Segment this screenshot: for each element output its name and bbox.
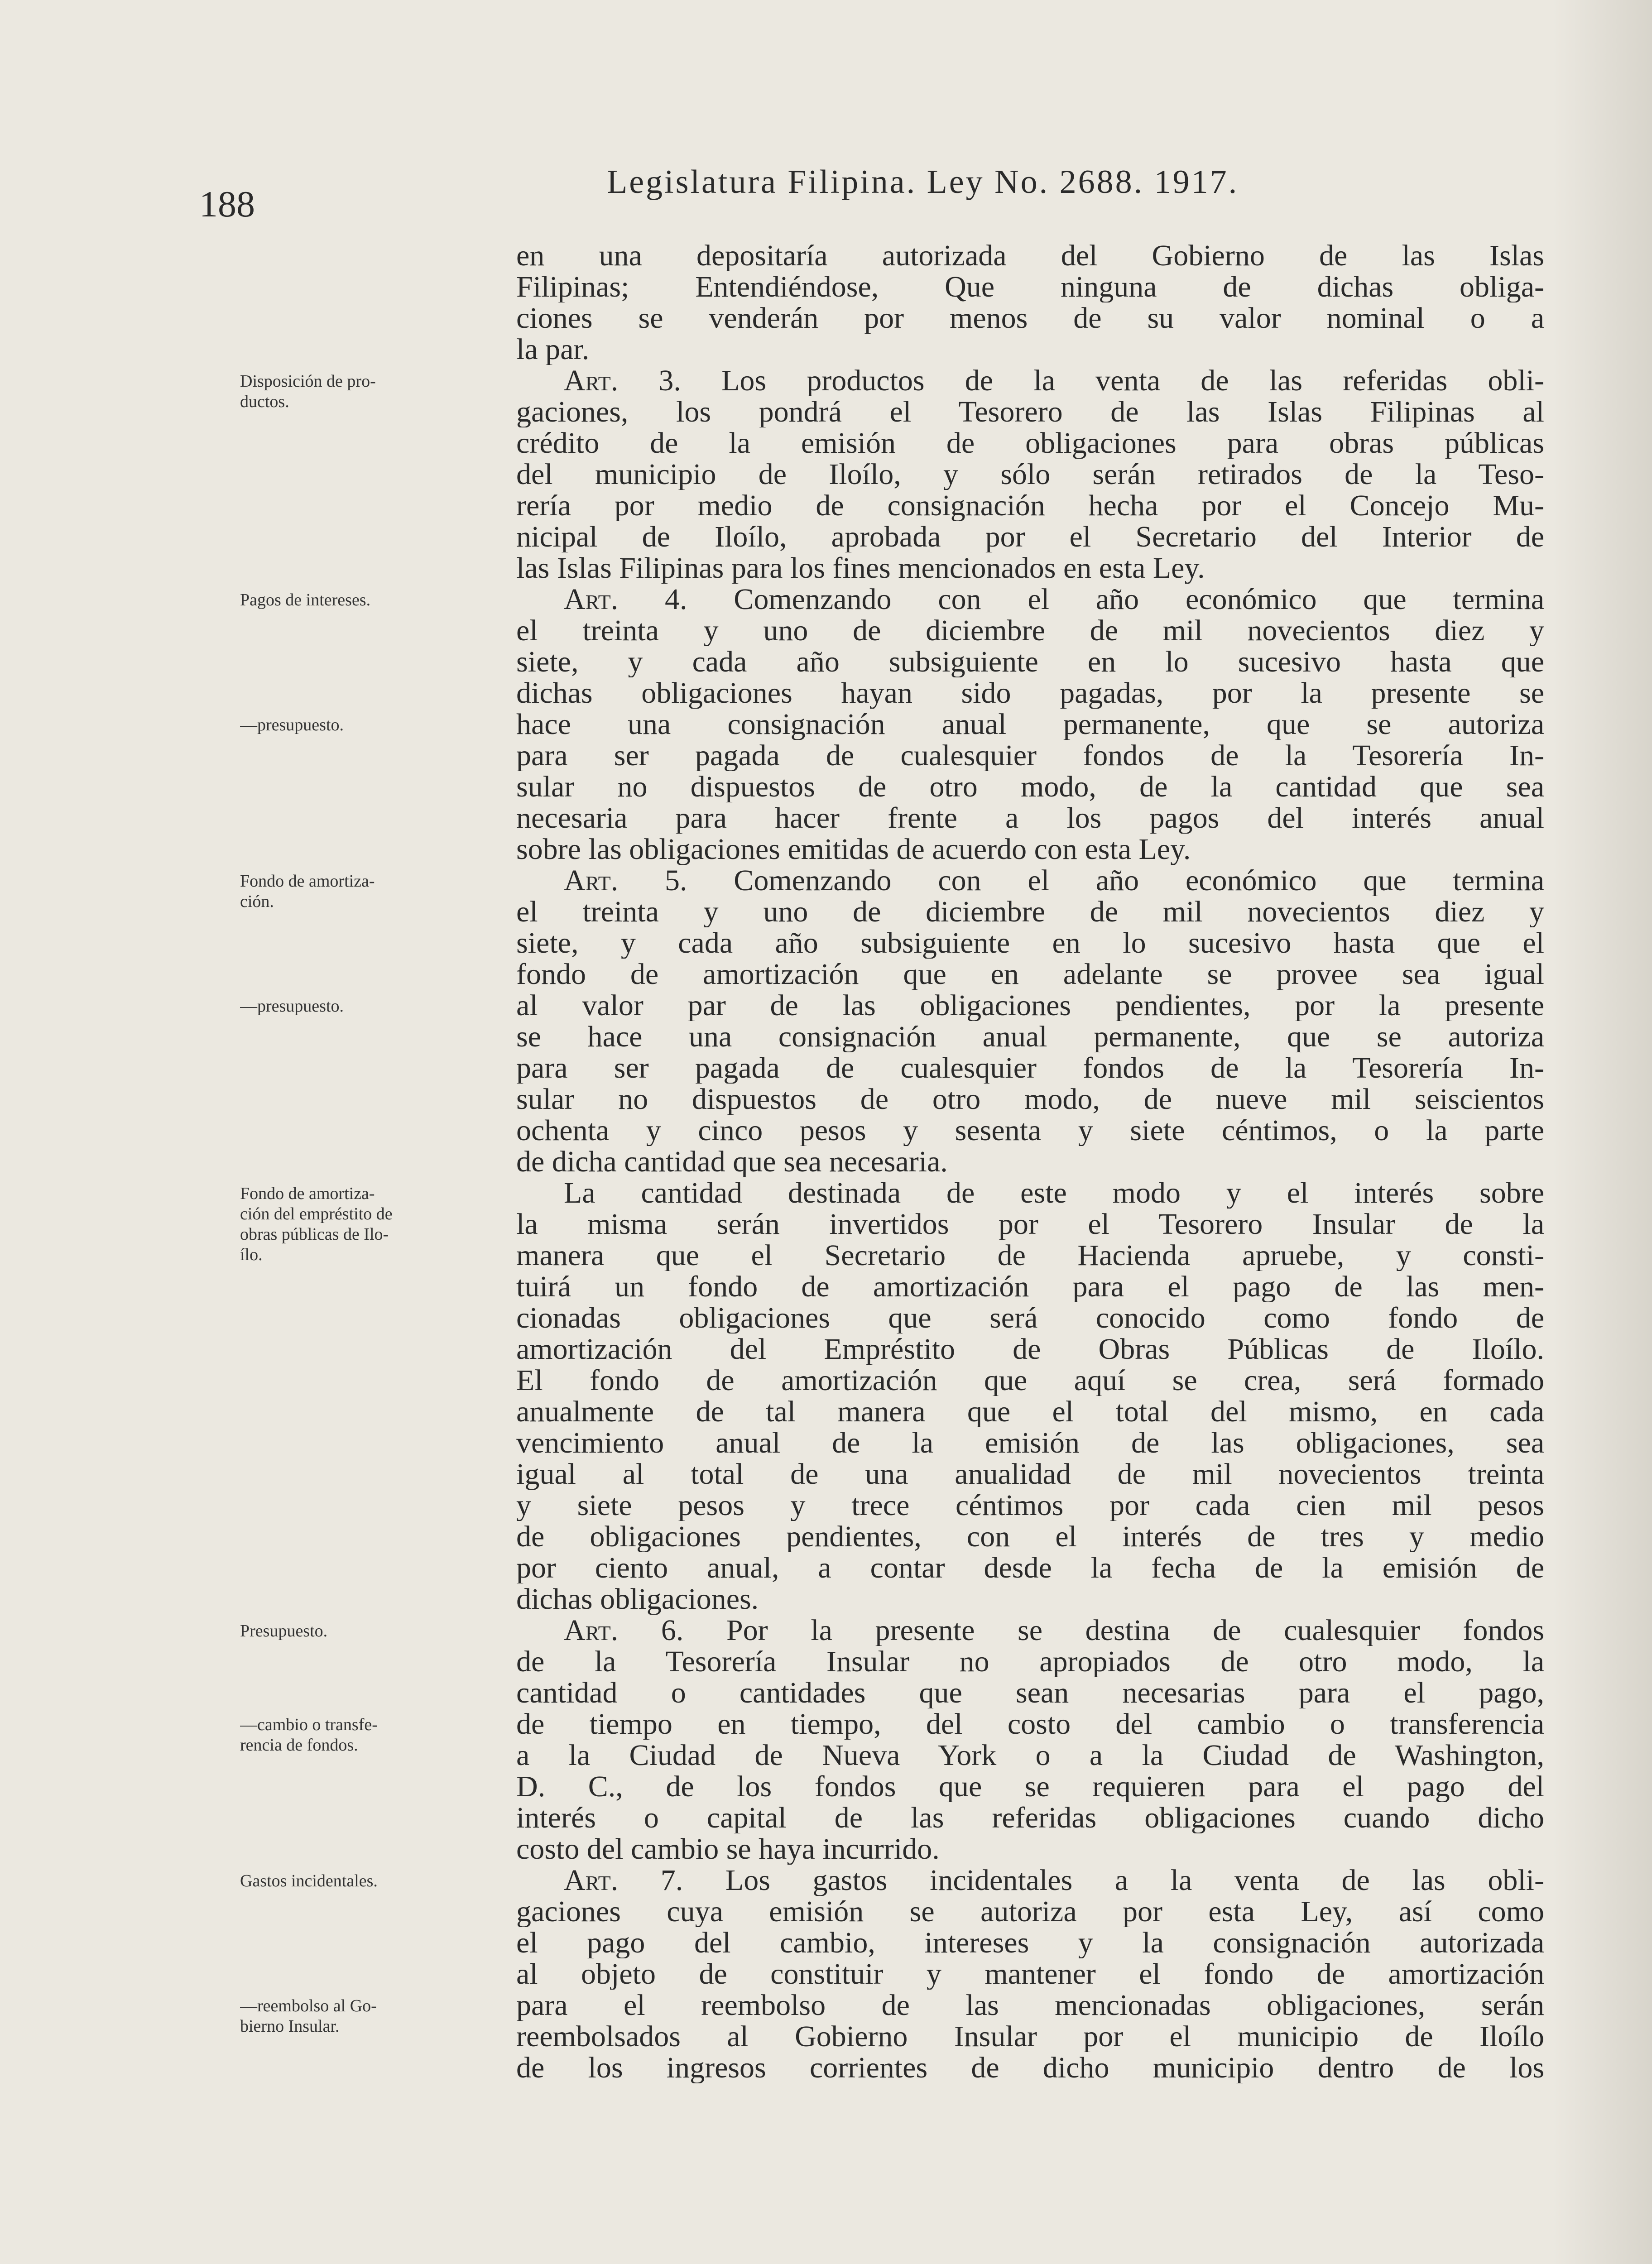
margin-note [240,1871,507,1891]
text-line: interés o capital de las referidas obligaciones cuando dicho [516,1802,1544,1833]
text-line: manera que el Secretario de Hacienda apruebe, y consti- [516,1240,1544,1271]
margin-note [240,371,507,412]
text-line: al objeto de constituir y mantener el fondo de amortización [516,1958,1544,1990]
text-line: por ciento anual, a contar desde la fecha de la emisión de [516,1552,1544,1583]
text-line: Art. 3. Los productos de la venta de las referidas obli- [564,365,1544,396]
text-line: de la Tesorería Insular no apropiados de otro modo, la [516,1646,1544,1677]
text-line: fondo de amortización que en adelante se provee sea igual [516,959,1544,990]
margin-note-line: ductos. [240,392,289,411]
text-line: a la Ciudad de Nueva York o a la Ciudad de Washington, [516,1740,1544,1771]
margin-note [240,1621,507,1641]
margin-note-line: Fondo de amortiza- [240,872,375,891]
margin-note [240,1996,507,2037]
text-line: dichas obligaciones hayan sido pagadas, por la presente se [516,677,1544,709]
text-line: en una depositaría autorizada del Gobierno de las Islas [516,240,1544,271]
running-header: Legislatura Filipina. Ley No. 2688. 1917. [607,163,1239,201]
text-line: el pago del cambio, intereses y la consignación autorizada [516,1927,1544,1958]
margin-note [240,996,507,1017]
text-line: cionadas obligaciones que será conocido como fondo de [516,1302,1544,1333]
page-edge-shadow [1552,0,1652,2264]
margin-note [240,590,507,610]
margin-note [240,715,507,735]
text-line: costo del cambio se haya incurrido. [516,1833,940,1865]
text-line: amortización del Empréstito de Obras Públicas de Iloílo. [516,1333,1544,1365]
text-line: las Islas Filipinas para los fines mencionados en esta Ley. [516,552,1205,584]
margin-note-line: ción. [240,892,274,911]
text-line: Filipinas; Entendiéndose, Que ninguna de dichas obliga- [516,271,1544,302]
text-line: para el reembolso de las mencionadas obligaciones, serán [516,1990,1544,2021]
text-line: sobre las obligaciones emitidas de acuerdo con esta Ley. [516,834,1191,865]
text-line: el treinta y uno de diciembre de mil novecientos diez y [516,896,1544,927]
margin-note-line: —presupuesto. [240,715,344,734]
text-line: Art. 6. Por la presente se destina de cualesquier fondos [564,1615,1544,1646]
text-line: gaciones, los pondrá el Tesorero de las Islas Filipinas al [516,396,1544,427]
text-line: ciones se venderán por menos de su valor nominal o a [516,302,1544,334]
article-label: Art. [564,365,619,396]
margin-note-line: obras públicas de Ilo- [240,1225,389,1244]
margin-note [240,1715,507,1756]
text-line: vencimiento anual de la emisión de las obligaciones, sea [516,1427,1544,1458]
text-line: y siete pesos y trece céntimos por cada cien mil pesos [516,1490,1544,1521]
text-line: hace una consignación anual permanente, que se autoriza [516,709,1544,740]
margin-note-line: bierno Insular. [240,2017,340,2036]
text-line: para ser pagada de cualesquier fondos de la Tesorería In- [516,1052,1544,1084]
text-line: Art. 4. Comenzando con el año económico que termina [564,584,1544,615]
text-line: se hace una consignación anual permanente, que se autoriza [516,1021,1544,1052]
text-line: tuirá un fondo de amortización para el pago de las men- [516,1271,1544,1302]
text-line: ochenta y cinco pesos y sesenta y siete céntimos, o la parte [516,1115,1544,1146]
text-line: al valor par de las obligaciones pendientes, por la presente [516,990,1544,1021]
margin-note-line: Fondo de amortiza- [240,1184,375,1203]
margin-note [240,1184,507,1265]
text-line: de los ingresos corrientes de dicho municipio dentro de los [516,2052,1544,2083]
text-line: de tiempo en tiempo, del costo del cambio o transferencia [516,1708,1544,1740]
body-text [516,240,1544,2083]
text-line: la misma serán invertidos por el Tesorero Insular de la [516,1209,1544,1240]
margin-note-line: Disposición de pro- [240,372,376,391]
margin-note-line: ción del empréstito de [240,1204,393,1223]
text-line: de obligaciones pendientes, con el interés de tres y medio [516,1521,1544,1552]
text-line: dichas obligaciones. [516,1583,759,1615]
text-line: La cantidad destinada de este modo y el interés sobre [564,1177,1544,1209]
margin-note-line: Pagos de intereses. [240,590,371,609]
text-line: sular no dispuestos de otro modo, de nueve mil seiscientos [516,1084,1544,1115]
article-label: Art. [564,584,619,615]
margin-note-line: Gastos incidentales. [240,1871,378,1890]
margin-note-line: —cambio o transfe- [240,1715,378,1734]
text-line: D. C., de los fondos que se requieren para el pago del [516,1771,1544,1802]
text-line: rería por medio de consignación hecha por el Concejo Mu- [516,490,1544,521]
article-label: Art. [564,865,619,896]
text-line: reembolsados al Gobierno Insular por el municipio de Iloílo [516,2021,1544,2052]
margin-note-line: —presupuesto. [240,997,344,1016]
article-label: Art. [564,1615,619,1646]
page-number: 188 [199,183,255,225]
text-line: anualmente de tal manera que el total del mismo, en cada [516,1396,1544,1427]
margin-note-line: rencia de fondos. [240,1736,358,1755]
article-label: Art. [564,1865,619,1896]
margin-note-line: —reembolso al Go- [240,1996,377,2015]
margin-note-line: ílo. [240,1245,263,1264]
text-line: crédito de la emisión de obligaciones para obras públicas [516,427,1544,459]
text-line: la par. [516,334,590,365]
text-line: el treinta y uno de diciembre de mil novecientos diez y [516,615,1544,646]
text-line: Art. 5. Comenzando con el año económico que termina [564,865,1544,896]
text-line: siete, y cada año subsiguiente en lo sucesivo hasta que [516,646,1544,677]
margin-note [240,871,507,912]
text-line: cantidad o cantidades que sean necesarias para el pago, [516,1677,1544,1708]
text-line: necesaria para hacer frente a los pagos del interés anual [516,802,1544,834]
text-line: del municipio de Iloílo, y sólo serán retirados de la Teso- [516,459,1544,490]
text-line: sular no dispuestos de otro modo, de la cantidad que sea [516,771,1544,802]
text-line: de dicha cantidad que sea necesaria. [516,1146,948,1177]
text-line: El fondo de amortización que aquí se crea, será formado [516,1365,1544,1396]
text-line: gaciones cuya emisión se autoriza por esta Ley, así como [516,1896,1544,1927]
text-line: Art. 7. Los gastos incidentales a la venta de las obli- [564,1865,1544,1896]
text-line: nicipal de Iloílo, aprobada por el Secretario del Interior de [516,521,1544,552]
text-line: siete, y cada año subsiguiente en lo sucesivo hasta que el [516,927,1544,959]
margin-note-line: Presupuesto. [240,1621,328,1640]
text-line: igual al total de una anualidad de mil novecientos treinta [516,1458,1544,1490]
text-line: para ser pagada de cualesquier fondos de la Tesorería In- [516,740,1544,771]
